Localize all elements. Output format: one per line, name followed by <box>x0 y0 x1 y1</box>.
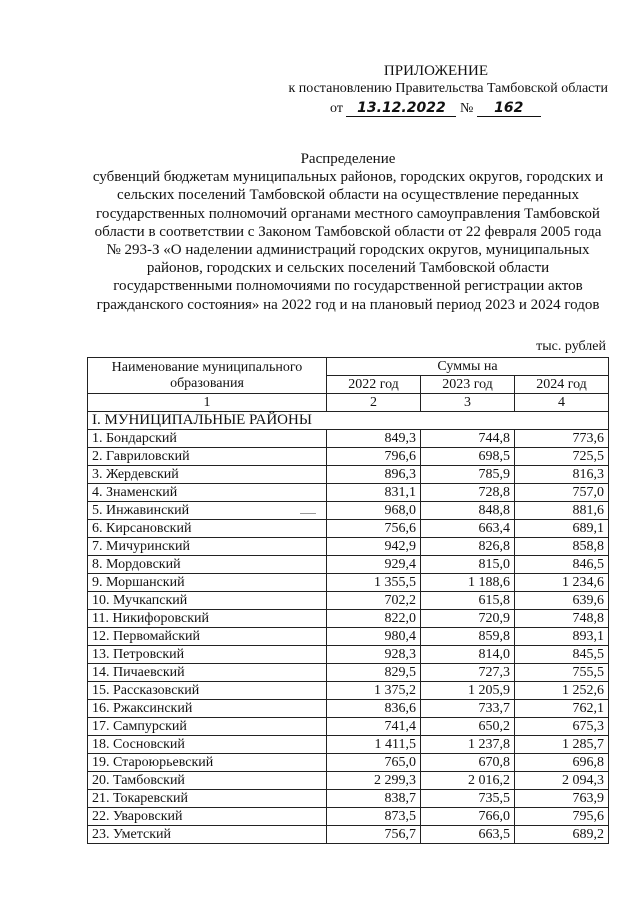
value-2022: 756,7 <box>327 826 421 844</box>
value-2024: 795,6 <box>515 808 609 826</box>
value-2022: 929,4 <box>327 556 421 574</box>
handwritten-date: 13.12.2022 <box>346 100 456 117</box>
value-2023: 848,8 <box>421 502 515 520</box>
header-year-2023: 2023 год <box>421 376 515 394</box>
title-heading: Распределение <box>300 151 396 167</box>
row-name: 6. Кирсановский <box>88 520 327 538</box>
decree-reference: к постановлению Правительства Тамбовской области <box>288 81 608 96</box>
value-2022: 838,7 <box>327 790 421 808</box>
table-row <box>88 448 609 466</box>
appendix-label: ПРИЛОЖЕНИЕ <box>383 63 488 79</box>
value-2023: 727,3 <box>421 664 515 682</box>
value-2022: 942,9 <box>327 538 421 556</box>
row-name: 17. Сампурский <box>88 718 327 736</box>
row-name: 10. Мучкапский <box>88 592 327 610</box>
table-row <box>88 682 609 700</box>
table-row <box>88 700 609 718</box>
value-2024: 858,8 <box>515 538 609 556</box>
value-2022: 928,3 <box>327 646 421 664</box>
value-2023: 1 237,8 <box>421 736 515 754</box>
decree-date-line <box>330 100 541 117</box>
row-name: 23. Уметский <box>88 826 327 844</box>
value-2024: 696,8 <box>515 754 609 772</box>
value-2024: 675,3 <box>515 718 609 736</box>
header-sums: Суммы на <box>327 358 609 376</box>
table-row <box>88 520 609 538</box>
value-2024: 816,3 <box>515 466 609 484</box>
value-2022: 1 355,5 <box>327 574 421 592</box>
value-2022: 822,0 <box>327 610 421 628</box>
row-name: 18. Сосновский <box>88 736 327 754</box>
value-2024: 846,5 <box>515 556 609 574</box>
table-row <box>88 646 609 664</box>
value-2022: 2 299,3 <box>327 772 421 790</box>
row-name: 2. Гавриловский <box>88 448 327 466</box>
value-2024: 725,5 <box>515 448 609 466</box>
row-name: 12. Первомайский <box>88 628 327 646</box>
col-number: 3 <box>421 394 515 412</box>
value-2023: 650,2 <box>421 718 515 736</box>
row-name: 22. Уваровский <box>88 808 327 826</box>
value-2022: 873,5 <box>327 808 421 826</box>
table-row <box>88 628 609 646</box>
col-number: 2 <box>327 394 421 412</box>
value-2023: 663,4 <box>421 520 515 538</box>
value-2022: 836,6 <box>327 700 421 718</box>
value-2023: 733,7 <box>421 700 515 718</box>
table-row <box>88 574 609 592</box>
value-2023: 826,8 <box>421 538 515 556</box>
value-2023: 698,5 <box>421 448 515 466</box>
table-row <box>88 556 609 574</box>
value-2022: 829,5 <box>327 664 421 682</box>
value-2024: 757,0 <box>515 484 609 502</box>
table-row <box>88 790 609 808</box>
section-title: I. МУНИЦИПАЛЬНЫЕ РАЙОНЫ <box>88 412 609 430</box>
row-name: 11. Никифоровский <box>88 610 327 628</box>
row-name: 15. Рассказовский <box>88 682 327 700</box>
value-2024: 2 094,3 <box>515 772 609 790</box>
value-2023: 814,0 <box>421 646 515 664</box>
value-2022: 1 411,5 <box>327 736 421 754</box>
value-2023: 785,9 <box>421 466 515 484</box>
value-2023: 859,8 <box>421 628 515 646</box>
value-2022: 741,4 <box>327 718 421 736</box>
header-name: Наименование муниципального образования <box>88 358 327 394</box>
value-2024: 845,5 <box>515 646 609 664</box>
col-number: 4 <box>515 394 609 412</box>
value-2024: 1 252,6 <box>515 682 609 700</box>
title-body: субвенций бюджетам муниципальных районов, городских округов, городских и сельских поселений Тамбовской области на осуществление переданных государственных полномочий органами местного самоуправления Тамбовской области в соответствии с Законом Тамбовской области от 22 февраля 2005 года № 293-З «О наделении администраций городских округов, муниципальных районов, городских и сельских поселений Тамбовской области государственными полномочиями по государственной регистрации актов гражданского состояния» на 2022 год и на плановый период 2023 и 2024 годов <box>92 169 604 313</box>
header-year-2024: 2024 год <box>515 376 609 394</box>
row-name: 1. Бондарский <box>88 430 327 448</box>
value-2024: 755,5 <box>515 664 609 682</box>
value-2022: 831,1 <box>327 484 421 502</box>
document-title <box>88 150 608 314</box>
value-2023: 728,8 <box>421 484 515 502</box>
value-2023: 615,8 <box>421 592 515 610</box>
value-2024: 748,8 <box>515 610 609 628</box>
value-2024: 762,1 <box>515 700 609 718</box>
value-2024: 1 285,7 <box>515 736 609 754</box>
value-2022: 756,6 <box>327 520 421 538</box>
date-prefix: от <box>330 101 343 116</box>
value-2023: 766,0 <box>421 808 515 826</box>
row-name: 3. Жердевский <box>88 466 327 484</box>
value-2022: 980,4 <box>327 628 421 646</box>
table-row <box>88 466 609 484</box>
value-2022: 702,2 <box>327 592 421 610</box>
value-2024: 1 234,6 <box>515 574 609 592</box>
units-label: тыс. рублей <box>536 339 606 354</box>
table-row <box>88 664 609 682</box>
value-2023: 2 016,2 <box>421 772 515 790</box>
row-name: 13. Петровский <box>88 646 327 664</box>
value-2024: 689,2 <box>515 826 609 844</box>
col-number: 1 <box>88 394 327 412</box>
row-name: 16. Ржаксинский <box>88 700 327 718</box>
table-row <box>88 610 609 628</box>
value-2023: 1 188,6 <box>421 574 515 592</box>
value-2024: 893,1 <box>515 628 609 646</box>
value-2022: 765,0 <box>327 754 421 772</box>
row-name: 20. Тамбовский <box>88 772 327 790</box>
value-2024: 773,6 <box>515 430 609 448</box>
value-2022: 968,0 <box>327 502 421 520</box>
value-2022: 796,6 <box>327 448 421 466</box>
row-name: 7. Мичуринский <box>88 538 327 556</box>
table-row <box>88 502 609 520</box>
value-2023: 720,9 <box>421 610 515 628</box>
table-row <box>88 754 609 772</box>
value-2024: 881,6 <box>515 502 609 520</box>
value-2022: 849,3 <box>327 430 421 448</box>
header-year-2022: 2022 год <box>327 376 421 394</box>
value-2022: 1 375,2 <box>327 682 421 700</box>
value-2024: 763,9 <box>515 790 609 808</box>
table-row <box>88 808 609 826</box>
handwritten-number: 162 <box>477 100 541 117</box>
value-2023: 663,5 <box>421 826 515 844</box>
table-row <box>88 718 609 736</box>
row-name: 14. Пичаевский <box>88 664 327 682</box>
table-row <box>88 826 609 844</box>
subsidy-table <box>87 357 609 844</box>
row-name: 9. Моршанский <box>88 574 327 592</box>
value-2022: 896,3 <box>327 466 421 484</box>
table-row <box>88 484 609 502</box>
value-2023: 1 205,9 <box>421 682 515 700</box>
table-row <box>88 772 609 790</box>
value-2024: 689,1 <box>515 520 609 538</box>
number-prefix: № <box>459 101 474 116</box>
table-row <box>88 430 609 448</box>
value-2023: 815,0 <box>421 556 515 574</box>
row-name: 8. Мордовский <box>88 556 327 574</box>
row-name: 19. Староюрьевский <box>88 754 327 772</box>
row-name: 5. Инжавинский <box>88 502 327 520</box>
value-2023: 735,5 <box>421 790 515 808</box>
row-name: 21. Токаревский <box>88 790 327 808</box>
value-2023: 744,8 <box>421 430 515 448</box>
value-2024: 639,6 <box>515 592 609 610</box>
table-row <box>88 736 609 754</box>
row-name: 4. Знаменский <box>88 484 327 502</box>
table-row <box>88 538 609 556</box>
table-row <box>88 592 609 610</box>
value-2023: 670,8 <box>421 754 515 772</box>
